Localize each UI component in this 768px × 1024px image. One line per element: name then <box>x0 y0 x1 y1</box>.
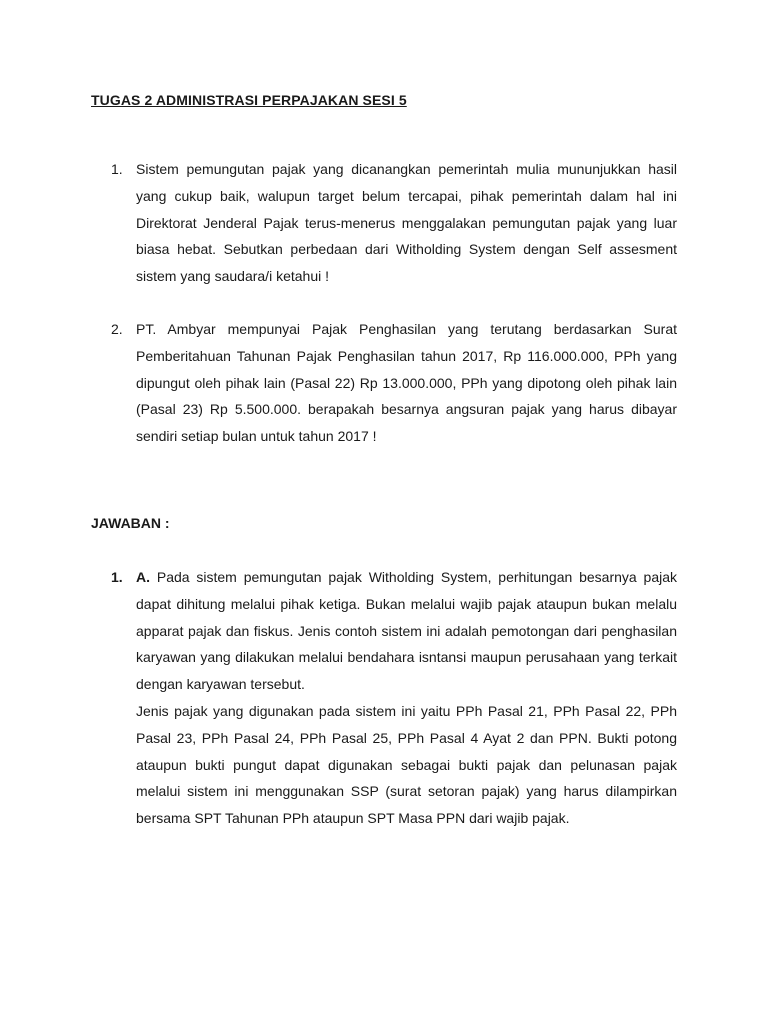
answer-paragraph <box>136 564 677 698</box>
answer-number: 1. <box>111 569 123 585</box>
question-number: 1. <box>111 161 123 177</box>
question-text: PT. Ambyar mempunyai Pajak Penghasilan yang terutang berdasarkan Surat Pemberitahuan Tahunan Pajak Penghasilan tahun 2017, Rp 116.000.000, PPh yang dipungut oleh pihak lain (Pasal 22) Rp 13.000.000, PPh yang dipotong oleh pihak lain (Pasal 23) Rp 5.500.000. berapakah besarnya angsuran pajak yang harus dibayar sendiri setiap bulan untuk tahun 2017 ! <box>136 321 677 445</box>
question-text: Sistem pemungutan pajak yang dicanangkan pemerintah mulia mununjukkan hasil yang cukup baik, walupun target belum tercapai, pihak pemerintah dalam hal ini Direktorat Jenderal Pajak terus-menerus menggalakan pemungutan pajak yang luar biasa hebat. Sebutkan perbedaan dari Witholding System dengan Self assesment sistem yang saudara/i ketahui ! <box>136 161 677 285</box>
answer-paragraph-1-text: Pada sistem pemungutan pajak Witholding System, perhitungan besarnya pajak dapat dihitung melalui pihak ketiga. Bukan melalui wajib pajak ataupun bukan melalu apparat pajak dan fiskus. Jenis contoh sistem ini adalah pemotongan dari penghasilan karyawan yang dilakukan melalui bendahara isntansi maupun perusahaan yang terkait dengan karyawan tersebut. <box>136 569 678 693</box>
document-title: TUGAS 2 ADMINISTRASI PERPAJAKAN SESI 5 <box>91 92 407 108</box>
question-item <box>111 316 677 450</box>
answer-heading: JAWABAN : <box>91 515 170 531</box>
answer-item <box>111 564 677 832</box>
question-number: 2. <box>111 321 123 337</box>
question-item <box>111 156 677 290</box>
answer-body <box>136 564 677 832</box>
answer-letter: A. <box>136 569 150 585</box>
answer-paragraph: Jenis pajak yang digunakan pada sistem ini yaitu PPh Pasal 21, PPh Pasal 22, PPh Pasal 23, PPh Pasal 24, PPh Pasal 25, PPh Pasal 4 Ayat 2 dan PPN. Bukti potong ataupun bukti pungut dapat digunakan sebagai bukti pajak dan pelunasan pajak melalui sistem ini menggunakan SSP (surat setoran pajak) yang harus dilampirkan bersama SPT Tahunan PPh ataupun SPT Masa PPN dari wajib pajak. <box>136 702 677 827</box>
